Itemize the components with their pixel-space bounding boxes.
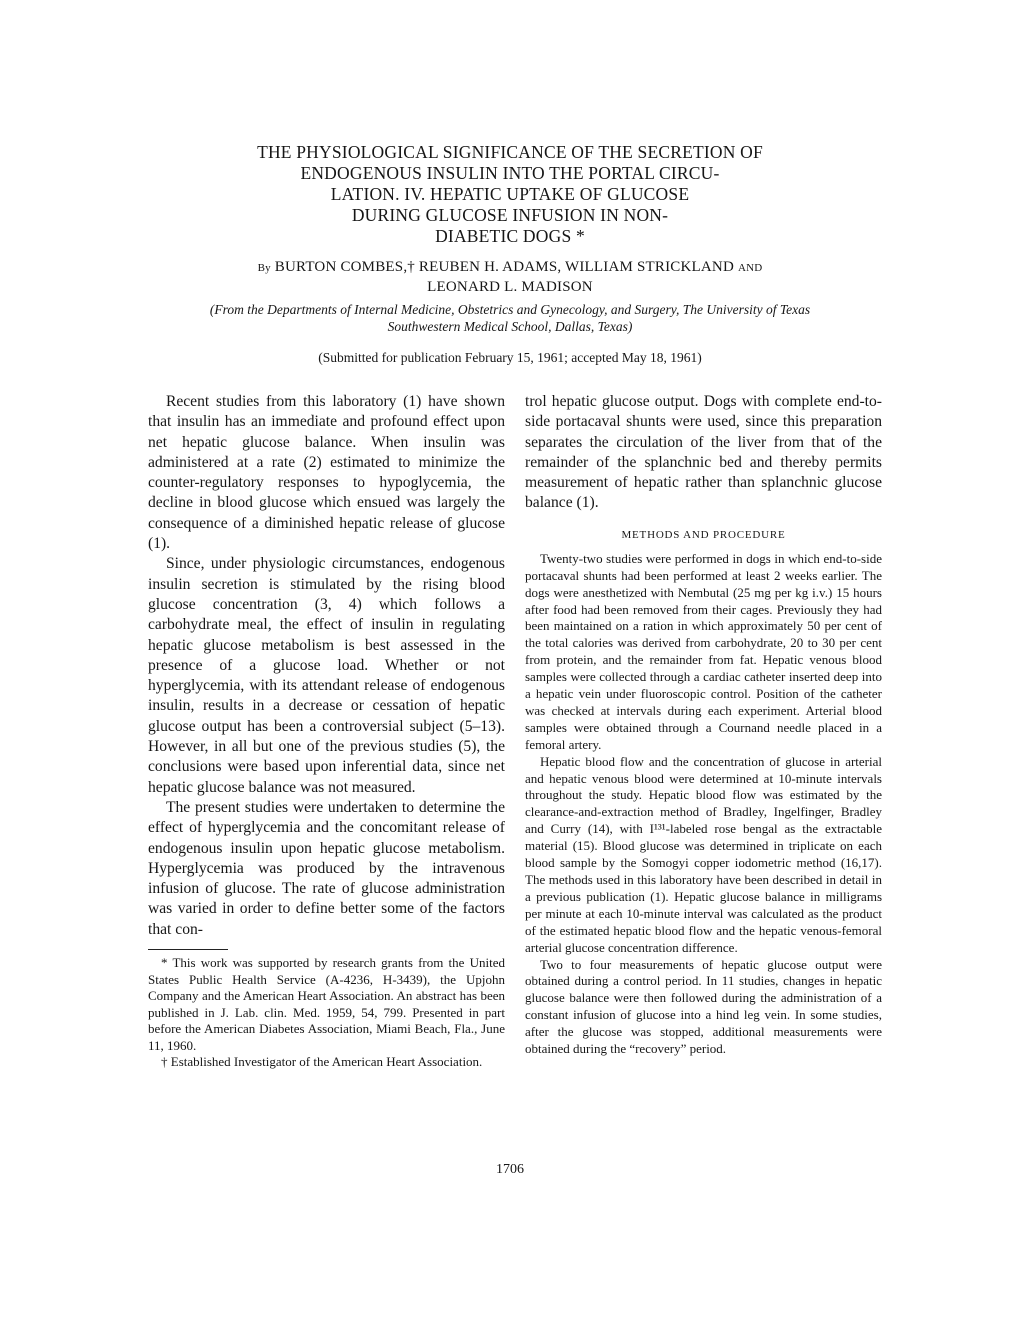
title-line: LATION. IV. HEPATIC UPTAKE OF GLUCOSE — [330, 184, 690, 204]
author-names-line1: BURTON COMBES,† REUBEN H. ADAMS, WILLIAM STRICKLAND — [274, 259, 734, 275]
section-heading: METHODS AND PROCEDURE — [621, 528, 786, 541]
introduction-continued — [525, 392, 882, 514]
right-column — [525, 392, 882, 1058]
methods-text — [525, 551, 882, 1058]
introduction-text — [148, 392, 505, 940]
title-line: THE PHYSIOLOGICAL SIGNIFICANCE OF THE SECRETION OF — [257, 142, 763, 162]
title-line: DURING GLUCOSE INFUSION IN NON- — [351, 205, 669, 225]
author-names-line2: LEONARD L. MADISON — [427, 279, 593, 295]
body-paragraph: The present studies were undertaken to determine the effect of hyperglycemia and the concomitant release of endogenous insulin upon hepatic glucose metabolism. Hyperglycemia was produced by the intravenous infusion of glucose. The rate of glucose administration was varied in order to define better some of the factors that con- — [148, 798, 505, 938]
footnote-funding: * This work was supported by research grants from the United States Public Health Service (A-4236, H-3439), the Upjohn Company and the American Heart Association. An abstract has been published in J. Lab. clin. Med. 1959, 54, 799. Presented in part before the American Diabetes Association, Miami Beach, Fla., June 11, 1960. — [148, 955, 505, 1053]
author-list — [160, 258, 860, 297]
page-number: 1706 — [496, 1162, 524, 1177]
methods-paragraph: Twenty-two studies were performed in dogs in which end-to-side portacaval shunts had been performed at least 2 weeks earlier. The dogs were anesthetized with Nembutal (25 mg per kg i.v.) 15 hours after food had been removed from their cages. Previously they had been maintained on a ration in which approximately 50 per cent of the total calories was derived from carbohydrate, 20 to 30 per cent from protein, and the remainder from fat. Hepatic venous blood samples were collected through a cardiac catheter inserted deep into a hepatic vein under fluoroscopic control. Position of the catheter was checked at intervals during each experiment. Arterial blood samples were obtained through a Cournand needle placed in a femoral artery. — [525, 550, 882, 752]
footnotes — [148, 955, 505, 1071]
footnote-divider — [148, 949, 228, 950]
submission-dates: (Submitted for publication February 15, 1961; accepted May 18, 1961) — [318, 350, 702, 365]
body-paragraph: trol hepatic glucose output. Dogs with complete end-to-side portacaval shunts were used, since this preparation separates the circulation of the liver from that of the remainder of the splanchnic bed and thereby permits measurement of hepatic rather than splanchnic glucose balance (1). — [525, 393, 882, 512]
body-paragraph: Since, under physiologic circumstances, endogenous insulin secretion is stimulated by the rising blood glucose concentration (3, 4) which follows a carbohydrate meal, the effect of insulin in regulating hepatic glucose metabolism is best assessed in the presence of a glucose load. Whether or not hyperglycemia, with its attendant release of endogenous insulin, results in a decrease or cessation of hepatic glucose output has been a controversial subject (5–13). However, in all but one of the previous studies (5), the conclusions were based upon inferential data, since net hepatic glucose balance was not measured. — [148, 555, 505, 796]
title-line: DIABETIC DOGS * — [435, 226, 585, 246]
author-and: AND — [737, 262, 763, 274]
methods-paragraph: Two to four measurements of hepatic glucose output were obtained during a control period. In 11 studies, changes in hepatic glucose balance were then followed during the administration of a constant infusion of glucose into a hind leg vein. In some studies, after the glucose was stopped, additional measurements were obtained during the “recovery” period. — [525, 956, 882, 1057]
title-line: ENDOGENOUS INSULIN INTO THE PORTAL CIRCU- — [300, 163, 720, 183]
affiliation: (From the Departments of Internal Medicine, Obstetrics and Gynecology, and Surgery, The University of Texas Southwestern Medical School, Dallas, Texas) — [209, 302, 811, 334]
footnote-investigator: † Established Investigator of the American Heart Association. — [161, 1054, 483, 1070]
body-paragraph: Recent studies from this laboratory (1) have shown that insulin has an immediate and profound effect upon net hepatic glucose balance. When insulin was administered at a rate (2) estimated to minimize the counter-regulatory responses to hypoglycemia, the decline in blood glucose which ensued was largely the consequence of a diminished hepatic release of glucose (1). — [148, 393, 505, 553]
author-by: By — [257, 262, 271, 274]
methods-paragraph: Hepatic blood flow and the concentration of glucose in arterial and hepatic venous blood were determined at 10-minute intervals throughout the study. Hepatic blood flow was estimated by the clearance-and-extraction method of Bradley, Ingelfinger, Bradley and Curry (14), with I¹³¹-labeled rose bengal as the extractable material (15). Blood glucose was determined in triplicate on each blood sample by the Somogyi copper iodometric method (16,17). The methods used in this laboratory have been described in detail in a previous publication (1). Hepatic glucose balance in milligrams per minute at each 10-minute interval was calculated as the product of the estimated hepatic blood flow and the hepatic venous-femoral arterial glucose concentration difference. — [525, 753, 882, 955]
left-column — [148, 392, 505, 1071]
article-title — [160, 142, 860, 247]
